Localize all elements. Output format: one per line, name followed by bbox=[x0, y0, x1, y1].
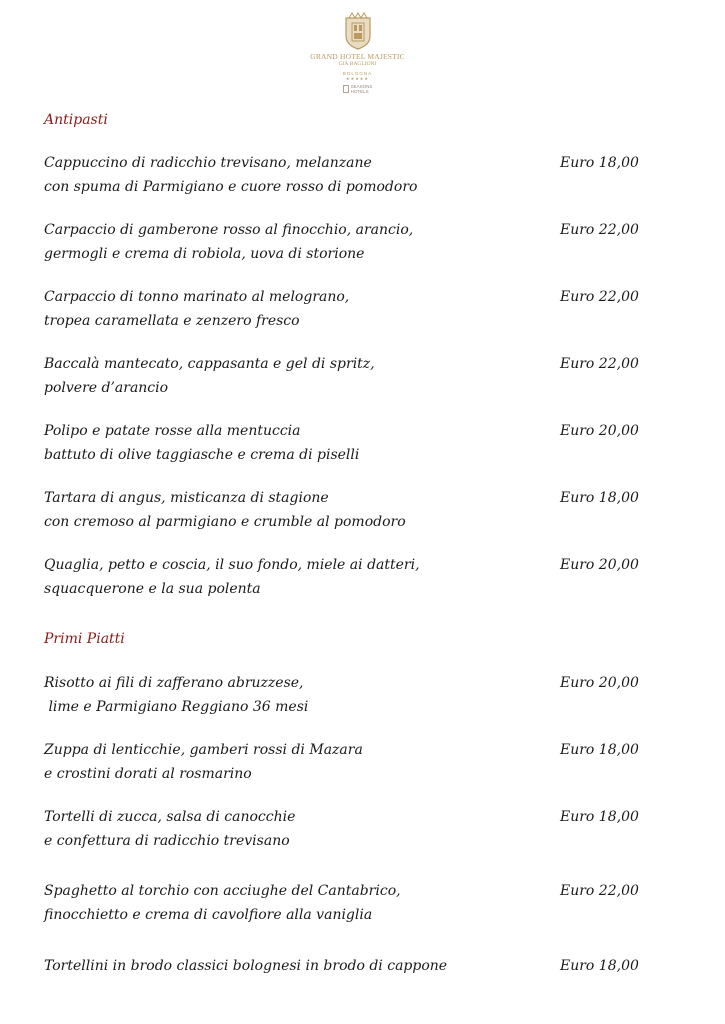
logo-city: BOLOGNA bbox=[342, 71, 373, 76]
menu-item bbox=[44, 218, 644, 266]
menu-item bbox=[44, 486, 644, 534]
logo-hotel-name: GRAND HOTEL MAJESTIC bbox=[310, 52, 405, 61]
menu-item-price: Euro 18,00 bbox=[560, 958, 639, 974]
menu-item-line2: squacquerone e la sua polenta bbox=[44, 581, 261, 597]
menu-item-line1: Risotto ai fili di zafferano abruzzese, bbox=[44, 675, 304, 691]
menu-item-line2: e crostini dorati al rosmarino bbox=[44, 766, 252, 782]
menu-item-line1: Carpaccio di tonno marinato al melograno, bbox=[44, 289, 350, 305]
menu-item-line2: lime e Parmigiano Reggiano 36 mesi bbox=[44, 699, 309, 715]
menu-item-price: Euro 20,00 bbox=[560, 557, 639, 573]
menu-item-price: Euro 20,00 bbox=[560, 675, 639, 691]
menu-item-line2: tropea caramellata e zenzero fresco bbox=[44, 313, 300, 329]
menu-item-price: Euro 22,00 bbox=[560, 883, 639, 899]
menu-item-price: Euro 22,00 bbox=[560, 222, 639, 238]
menu-item bbox=[44, 553, 644, 601]
menu-item bbox=[44, 671, 644, 719]
menu-item-line1: Baccalà mantecato, cappasanta e gel di spritz, bbox=[44, 356, 375, 372]
logo-group bbox=[300, 84, 415, 94]
logo-group-line2: HOTELS bbox=[350, 89, 369, 94]
logo-group-line1: SEASONS bbox=[350, 84, 373, 89]
seasons-icon bbox=[343, 85, 349, 93]
logo-stars: ★★★★★ bbox=[346, 76, 369, 81]
menu-item-line1: Spaghetto al torchio con acciughe del Cantabrico, bbox=[44, 883, 401, 899]
hotel-logo bbox=[300, 12, 415, 94]
menu-item-price: Euro 20,00 bbox=[560, 423, 639, 439]
menu-item bbox=[44, 738, 644, 786]
menu-item bbox=[44, 419, 644, 467]
menu-item bbox=[44, 151, 644, 199]
menu-item-line1: Tortellini in brodo classici bolognesi in brodo di cappone bbox=[44, 958, 448, 974]
menu-item-price: Euro 18,00 bbox=[560, 155, 639, 171]
section-title-primi: Primi Piatti bbox=[44, 631, 125, 647]
menu-item-price: Euro 18,00 bbox=[560, 809, 639, 825]
section-title-antipasti: Antipasti bbox=[44, 112, 108, 128]
menu-item-line1: Tartara di angus, misticanza di stagione bbox=[44, 490, 329, 506]
hotel-crest-icon bbox=[343, 12, 373, 50]
menu-item-price: Euro 18,00 bbox=[560, 742, 639, 758]
menu-item bbox=[44, 805, 644, 853]
menu-item bbox=[44, 954, 644, 978]
logo-subtitle: GIÀ BAGLIONI bbox=[338, 61, 377, 67]
menu-item-price: Euro 22,00 bbox=[560, 356, 639, 372]
menu-item-line2: germogli e crema di robiola, uova di storione bbox=[44, 246, 365, 262]
menu-item-line2: battuto di olive taggiasche e crema di piselli bbox=[44, 447, 360, 463]
menu-item-line2: con cremoso al parmigiano e crumble al pomodoro bbox=[44, 514, 406, 530]
menu-item-line1: Carpaccio di gamberone rosso al finocchio, arancio, bbox=[44, 222, 414, 238]
menu-item-line1: Polipo e patate rosse alla mentuccia bbox=[44, 423, 301, 439]
menu-item-line2: polvere d’arancio bbox=[44, 380, 169, 396]
menu-item-line1: Cappuccino di radicchio trevisano, melanzane bbox=[44, 155, 372, 171]
menu-item-line2: con spuma di Parmigiano e cuore rosso di pomodoro bbox=[44, 179, 418, 195]
menu-item-price: Euro 18,00 bbox=[560, 490, 639, 506]
menu-item-line1: Zuppa di lenticchie, gamberi rossi di Mazara bbox=[44, 742, 363, 758]
menu-item-line2: e confettura di radicchio trevisano bbox=[44, 833, 290, 849]
menu-item bbox=[44, 879, 644, 927]
menu-item-line1: Tortelli di zucca, salsa di canocchie bbox=[44, 809, 296, 825]
menu-item-price: Euro 22,00 bbox=[560, 289, 639, 305]
menu-item bbox=[44, 285, 644, 333]
menu-item-line2: finocchietto e crema di cavolfiore alla vaniglia bbox=[44, 907, 373, 923]
menu-item bbox=[44, 352, 644, 400]
menu-item-line1: Quaglia, petto e coscia, il suo fondo, miele ai datteri, bbox=[44, 557, 420, 573]
